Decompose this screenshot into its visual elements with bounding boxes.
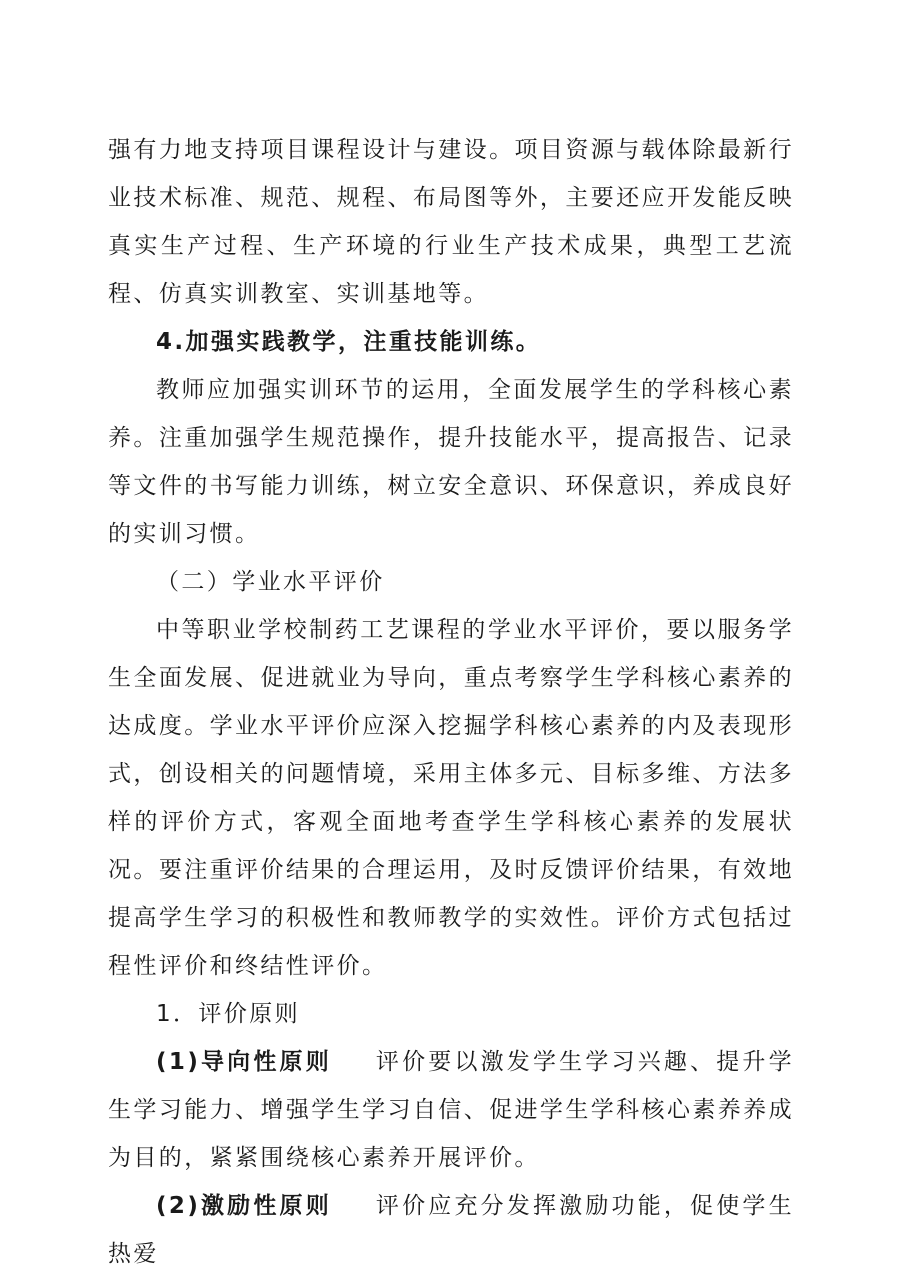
paragraph-academic-evaluation: 中等职业学校制药工艺课程的学业水平评价，要以服务学生全面发展、促进就业为导向，重点考察学生学科核心素养的达成度。学业水平评价应深入挖掘学科核心素养的内及表现形式，创设相关的问题情境，采用主体多元、目标多维、方法多样的评价方式，客观全面地考查学生学科核心素养的发展状况。要注重评价结果的合理运用，及时反馈评价结果，有效地提高学生学习的积极性和教师教学的实效性。评价方式包括过程性评价和终结性评价。 xyxy=(108,617,794,979)
paragraph-project-resources: 强有力地支持项目课程设计与建设。项目资源与载体除最新行业技术标准、规范、规程、布局图等外，主要还应开发能反映真实生产过程、生产环境的行业生产技术成果，典型工艺流程、仿真实训教室、实训基地等。 xyxy=(108,137,794,307)
principle-incentive-label: (2)激励性原则 xyxy=(156,1193,332,1219)
heading-academic-evaluation: （二）学业水平评价 xyxy=(156,569,385,595)
principle-orientation-text: 评价要以激发学生学习兴趣、提升学生学习能力、增强学生学习自信、促进学生学科核心素养养成为目的，紧紧围绕核心素养开展评价。 xyxy=(108,1049,794,1171)
principle-incentive-text: 评价应充分发挥激励功能，促使学生热爱 xyxy=(108,1193,794,1267)
principle-incentive xyxy=(108,1182,794,1278)
heading-evaluation-principles: 1．评价原则 xyxy=(156,1001,301,1027)
principle-orientation xyxy=(108,1038,794,1182)
heading-practice-teaching: 4.加强实践教学，注重技能训练。 xyxy=(156,329,542,355)
principle-orientation-label: (1)导向性原则 xyxy=(156,1049,332,1075)
document-body xyxy=(108,126,794,1278)
paragraph-practice-teaching: 教师应加强实训环节的运用，全面发展学生的学科核心素养。注重加强学生规范操作，提升技能水平，提高报告、记录等文件的书写能力训练，树立安全意识、环保意识，养成良好的实训习惯。 xyxy=(108,377,794,547)
